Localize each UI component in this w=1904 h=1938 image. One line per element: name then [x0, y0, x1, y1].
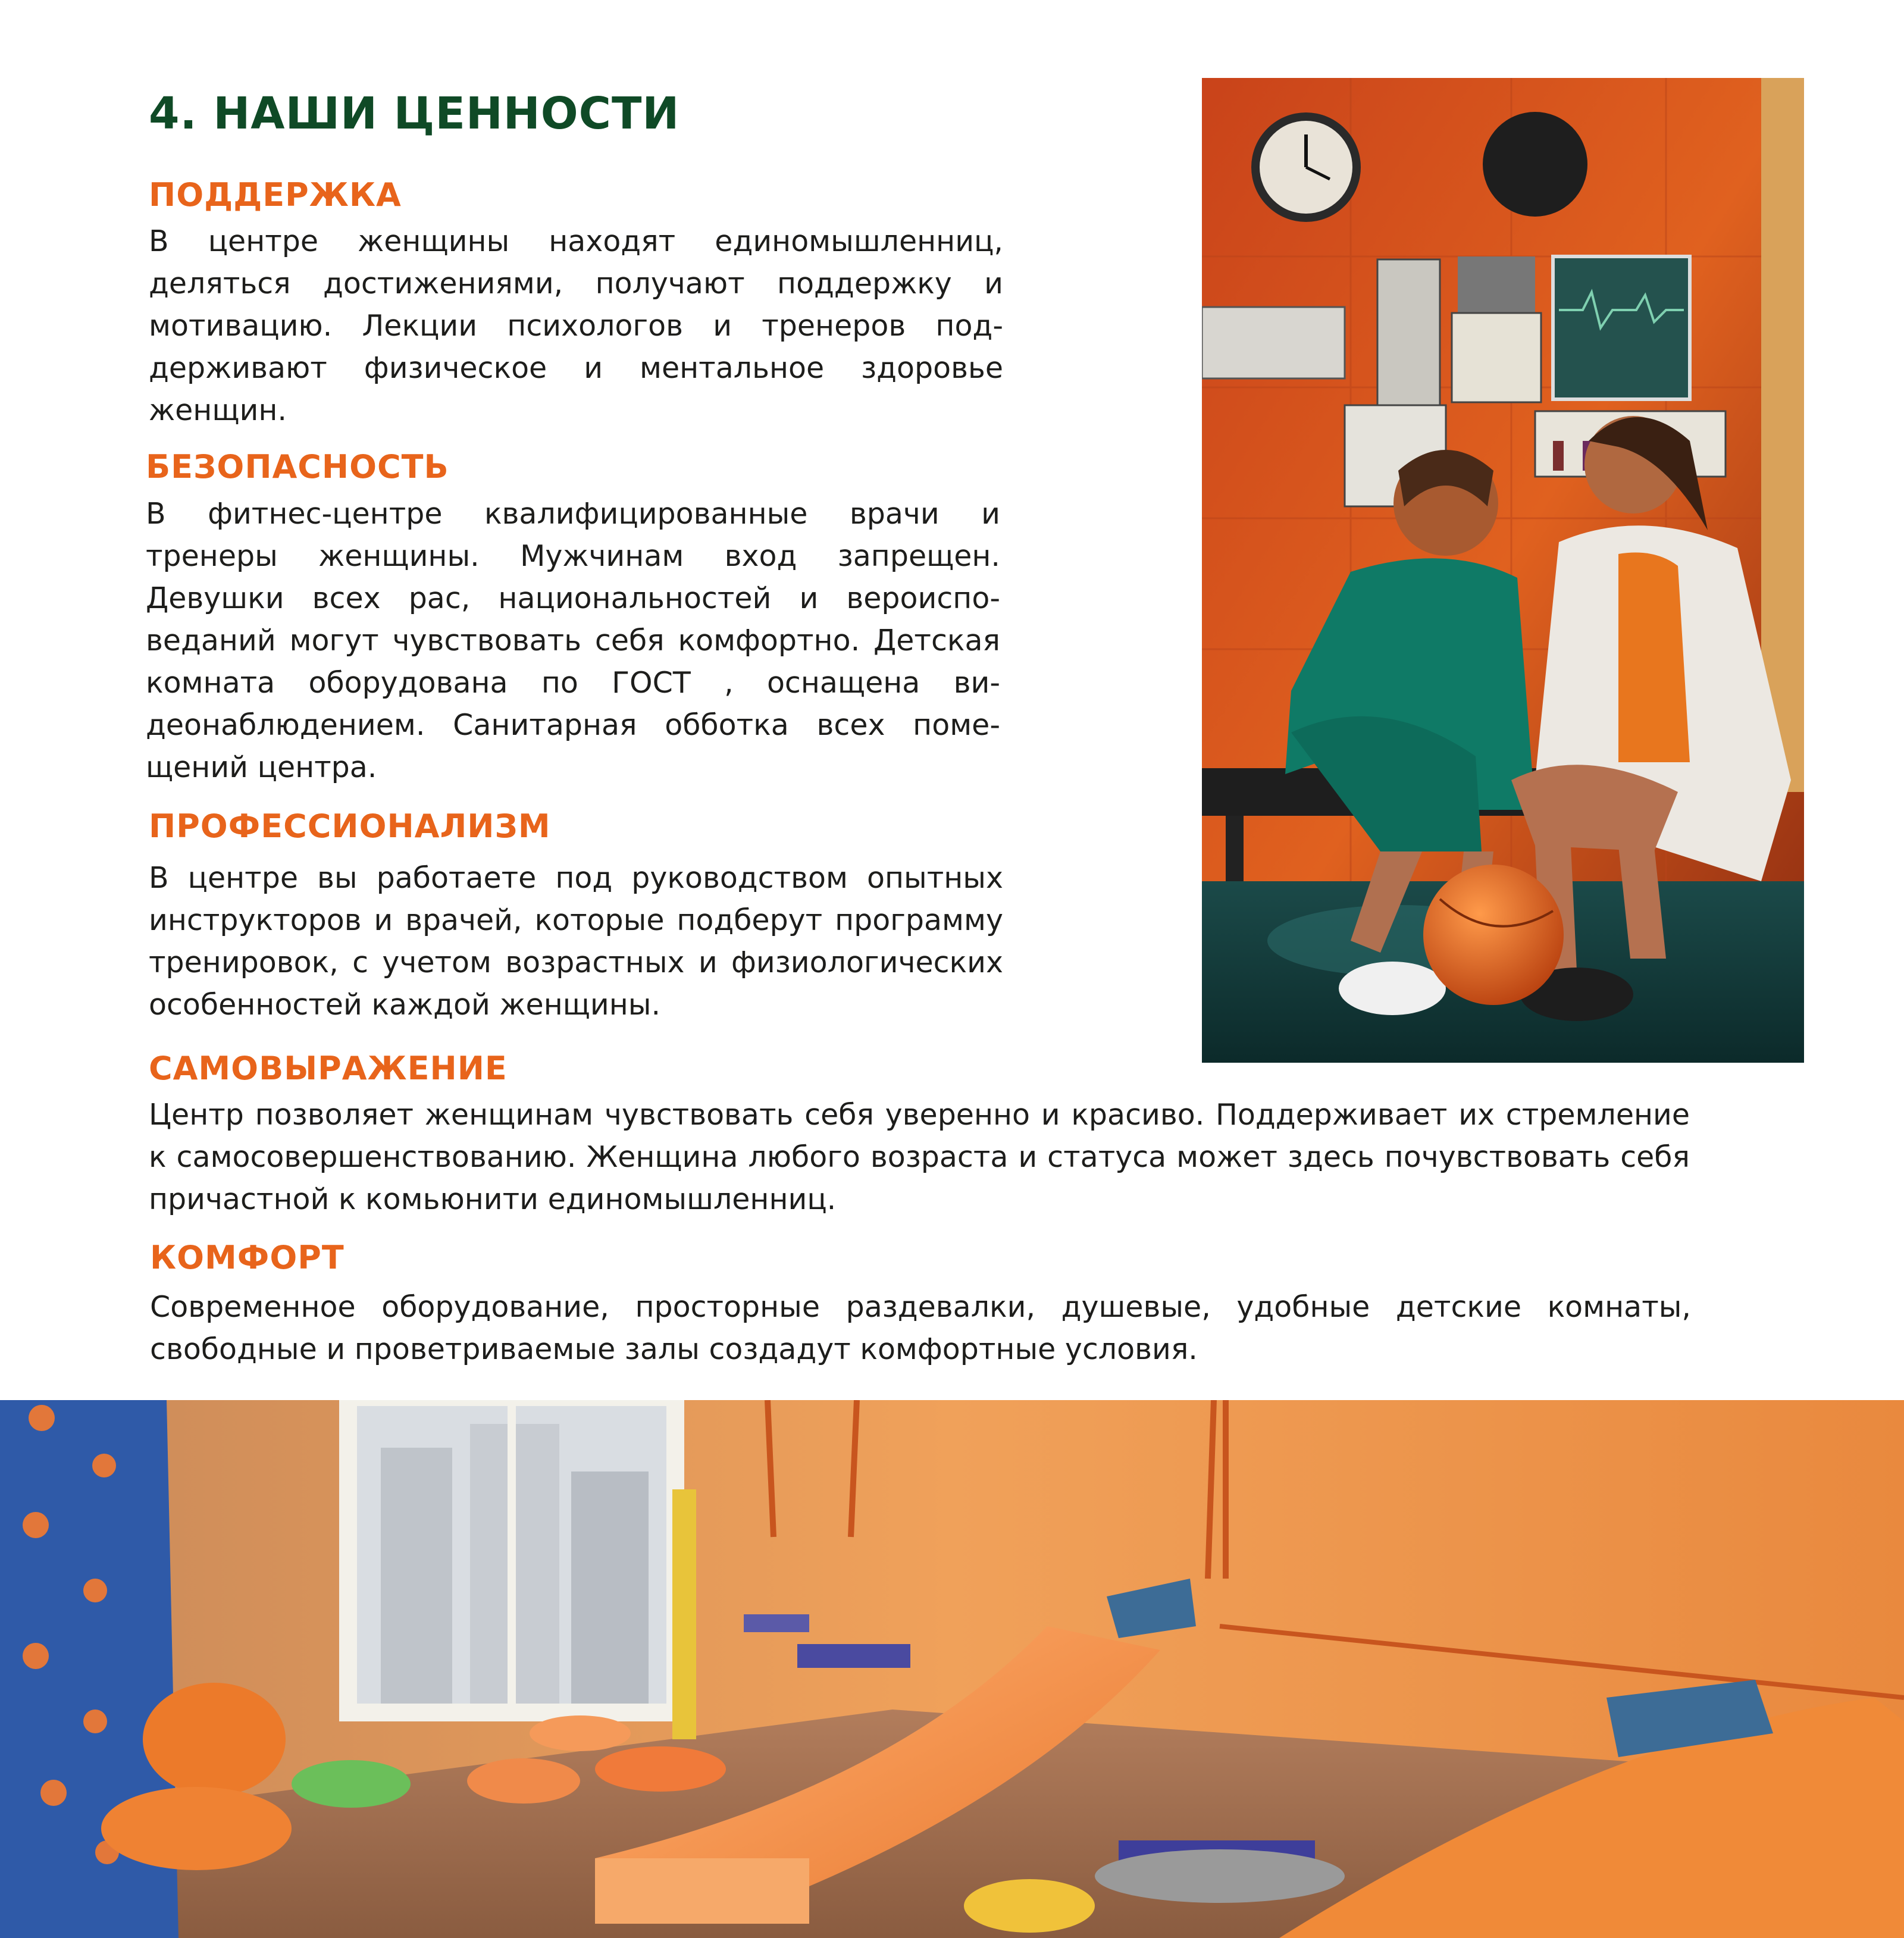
section-text-safety: В фитнес-центре квалифицированные врачи и тренеры женщины. Мужчинам вход запрещен. Девушки всех рас, национальностей и вероисповеданий могут чувствовать себя комфортно. Детская комната оборудована по ГОСТ , оснащена видеонаблюдением. Санитарная обботка всех помещений центра. [146, 497, 1000, 784]
section-heading-comfort: КОМФОРТ [150, 1239, 345, 1276]
photo-rehabilitation-room [0, 1400, 1904, 1938]
section-text-support: В центре женщины находят единомышленниц, деляться достижениями, получают поддержку и мотивацию. Лекции психологов и тренеров поддерживают физическое и ментальное здоровье женщин. [149, 224, 1003, 427]
section-heading-safety: БЕЗОПАСНОСТЬ [146, 448, 449, 486]
section-text-comfort: Современное оборудование, просторные раздевалки, душевые, удобные детские комнаты, свободные и проветриваемые залы создадут комфортные условия. [150, 1290, 1691, 1366]
section-heading-support: ПОДДЕРЖКА [149, 176, 402, 214]
section-heading-self-expression: САМОВЫРАЖЕНИЕ [149, 1050, 508, 1087]
section-heading-professionalism: ПРОФЕССИОНАЛИЗМ [149, 807, 551, 845]
photo-medical-staff [1202, 78, 1804, 1063]
section-text-professionalism: В центре вы работаете под руководством опытных инструкторов и врачей, которые подберут программу тренировок, с учетом возрастных и физиологических особенностей каждой женщины. [149, 861, 1003, 1022]
page-title: 4. НАШИ ЦЕННОСТИ [149, 88, 680, 139]
section-text-self-expression: Центр позволяет женщинам чувствовать себя уверенно и красиво. Поддерживает их стремление к самосовершенствованию. Женщина любого возраста и статуса может здесь почувствовать себя причастной к комьюнити единомышленниц. [149, 1098, 1690, 1216]
